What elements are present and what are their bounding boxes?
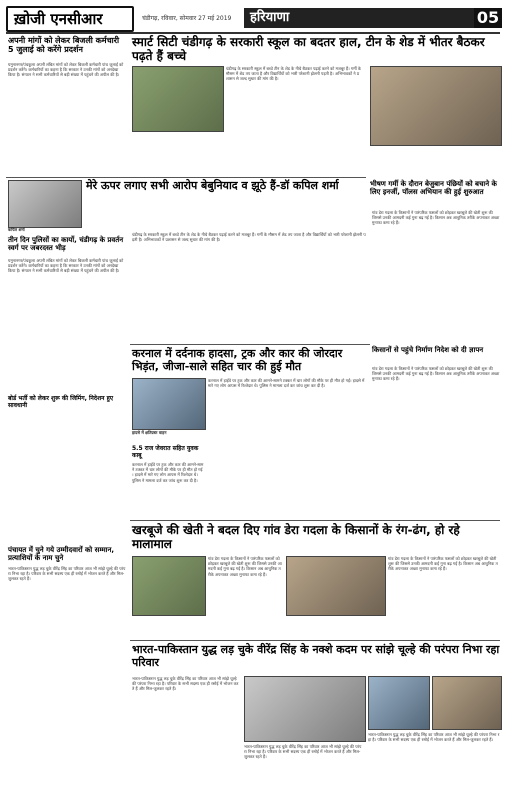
- photo-family: [244, 676, 366, 742]
- page-number: 05: [474, 8, 502, 28]
- article-jewelry-text: करनाल में हाईवे पर ट्रक और कार की आमने-सामने टक्कर में चार लोगों की मौके पर ही मौत हो गई। हादसे में मारे गए लोग आपस में रिश्तेदार थे। पुलिस ने मामला दर्ज कर जांच शुरू कर दी है।: [132, 462, 204, 483]
- photo-kitchen: [432, 676, 502, 730]
- headline-kapil-sharma: मेरे ऊपर लगाए सभी आरोप बेबुनियाद व झूठे हैं-डॉ कपिल शर्मा: [86, 179, 339, 192]
- headline-karnal-accident: करनाल में दर्दनाक हादसा, ट्रक और कार की जोरदार भिड़ंत, जीजा-साले सहित चार की हुई मौत: [132, 347, 343, 373]
- article-accident-text: करनाल में हाईवे पर ट्रक और कार की आमने-सामने टक्कर में चार लोगों की मौके पर ही मौत हो गई। हादसे में मारे गए लोग आपस में रिश्तेदार थे। पुलिस ने मामला दर्ज कर जांच शुरू कर दी है।: [208, 378, 365, 389]
- divider: [6, 177, 366, 178]
- article-kapil-text: चंडीगढ़ के सरकारी स्कूल में बच्चे टीन के शेड के नीचे बैठकर पढ़ाई करने को मजबूर हैं। गर्मी के मौसम में शेड तप जाता है और विद्यार्थियों को भारी परेशानी झेलनी पड़ती है। अभिभावकों ने प्रशासन से जल्द सुधार की मांग की है।: [132, 232, 366, 243]
- article-police-text: यमुनानगर/पंचकूला अपनी लंबित मांगों को लेकर बिजली कर्मचारी पांच जुलाई को प्रदर्शन करेंगे। कर्मचारियों का कहना है कि सरकार ने उनकी मांगों को अनदेखा किया है। संगठन ने सभी कर्मचारियों से बड़ी संख्या में पहुंचने की अपील की है।: [8, 258, 124, 274]
- headline-electricity-protest: अपनी मांगों को लेकर बिजली कर्मचारी 5 जुलाई को करेंगे प्रदर्शन: [8, 36, 120, 55]
- photo-school-shed: [370, 66, 502, 146]
- headline-school-shed: स्मार्ट सिटी चंडीगढ़ के सरकारी स्कूल का बदतर हाल, टीन के शेड में भीतर बैठकर पढ़ते हैं बच्चे: [132, 35, 485, 63]
- photo-veteran: [368, 676, 430, 730]
- divider: [130, 640, 500, 641]
- article-melon-text-2: गांव डेरा गदला के किसानों ने पारंपरिक फसलों को छोड़कर खरबूजे की खेती शुरू की जिससे उनकी आमदनी कई गुना बढ़ गई है। किसान अब आधुनिक तरीके अपनाकर अच्छा मुनाफा कमा रहे हैं।: [388, 556, 498, 572]
- article-melon-text: गांव डेरा गदला के किसानों ने पारंपरिक फसलों को छोड़कर खरबूजे की खेती शुरू की जिससे उनकी आमदनी कई गुना बढ़ गई है। किसान अब आधुनिक तरीके अपनाकर अच्छा मुनाफा कमा रहे हैं।: [208, 556, 282, 577]
- headline-panchayat: पंचायत में चुने गये उम्मीदवारों को सम्मान, प्रत्याशियों के नाम चुने: [8, 546, 115, 563]
- article-farmers-memo-text: गांव डेरा गदला के किसानों ने पारंपरिक फसलों को छोड़कर खरबूजे की खेती शुरू की जिससे उनकी आमदनी कई गुना बढ़ गई है। किसान अब आधुनिक तरीके अपनाकर अच्छा मुनाफा कमा रहे हैं।: [372, 366, 500, 382]
- article-birds-text: गांव डेरा गदला के किसानों ने पारंपरिक फसलों को छोड़कर खरबूजे की खेती शुरू की जिससे उनकी आमदनी कई गुना बढ़ गई है। किसान अब आधुनिक तरीके अपनाकर अच्छा मुनाफा कमा रहे हैं।: [372, 210, 500, 226]
- article-family-text: भारत-पाकिस्तान युद्ध लड़ चुके वीरेंद्र सिंह का परिवार आज भी सांझे चूल्हे की परंपरा निभा रहा है। परिवार के सभी सदस्य एक ही रसोई में भोजन करते हैं और मिल-जुलकर रहते हैं।: [132, 676, 239, 692]
- article-school-text: चंडीगढ़ के सरकारी स्कूल में बच्चे टीन के शेड के नीचे बैठकर पढ़ाई करने को मजबूर हैं। गर्मी के मौसम में शेड तप जाता है और विद्यार्थियों को भारी परेशानी झेलनी पड़ती है। अभिभावकों ने प्रशासन से जल्द सुधार की मांग की है।: [226, 66, 361, 82]
- article-electricity-text: यमुनानगर/पंचकूला अपनी लंबित मांगों को लेकर बिजली कर्मचारी पांच जुलाई को प्रदर्शन करेंगे। कर्मचारियों का कहना है कि सरकार ने उनकी मांगों को अनदेखा किया है। संगठन ने सभी कर्मचारियों से बड़ी संख्या में पहुंचने की अपील की है।: [8, 62, 124, 78]
- headline-board-recruit: बोर्ड भर्ती को लेकर शुरू की जिमिंग, निदेशन हुए सावधानी: [8, 395, 114, 409]
- caption-accident: हादसे में क्षतिग्रस्त वाहन: [132, 430, 167, 435]
- headline-police-crowd: तीन दिन पुलिसों का कार्यो, चंडीगढ़ के प्रवर्तन स्वर्ग पर जबरदस्त भीड़: [8, 236, 124, 253]
- masthead: [6, 4, 500, 34]
- newspaper-logo: ख़ोजी एनसीआर: [6, 6, 134, 32]
- photo-school: [132, 66, 224, 132]
- article-family-text-3: भारत-पाकिस्तान युद्ध लड़ चुके वीरेंद्र सिंह का परिवार आज भी सांझे चूल्हे की परंपरा निभा रहा है। परिवार के सभी सदस्य एक ही रसोई में भोजन करते हैं और मिल-जुलकर रहते हैं।: [368, 732, 500, 743]
- photo-kapil-sharma: [8, 180, 82, 228]
- caption-kapil: कपिल शर्मा: [8, 227, 25, 232]
- headline-jewelry: 5.5 राज जेवरात सहित युवक काबू: [132, 445, 199, 459]
- divider: [130, 344, 370, 345]
- divider: [130, 520, 500, 521]
- headline-birds-campaign: भीषण गर्मी के दौरान बेजुबान पंछियों को बचाने के लिए इनर्जी, पॉलस अभियान की हुई शुरुआत: [370, 180, 497, 197]
- headline-melon-farming: खरबूजे की खेती ने बदल दिए गांव डेरा गदला के किसानों के रंग-ढंग, हो रहे मालामाल: [132, 523, 460, 551]
- dateline: चंडीगढ़, रविवार, सोमवार 27 मई 2019: [142, 15, 232, 22]
- photo-accident: [132, 378, 206, 430]
- headline-family-tradition: भारत-पाकिस्तान युद्ध लड़ चुके वीरेंद्र सिंह के नक्शे कदम पर सांझे चूल्हे की परंपरा निभा रहा परिवार: [132, 643, 500, 669]
- photo-melon-field: [132, 556, 206, 616]
- article-family-text-2: भारत-पाकिस्तान युद्ध लड़ चुके वीरेंद्र सिंह का परिवार आज भी सांझे चूल्हे की परंपरा निभा रहा है। परिवार के सभी सदस्य एक ही रसोई में भोजन करते हैं और मिल-जुलकर रहते हैं।: [244, 744, 362, 760]
- section-title: हरियाणा: [244, 8, 490, 28]
- article-panchayat-text: भारत-पाकिस्तान युद्ध लड़ चुके वीरेंद्र सिंह का परिवार आज भी सांझे चूल्हे की परंपरा निभा रहा है। परिवार के सभी सदस्य एक ही रसोई में भोजन करते हैं और मिल-जुलकर रहते हैं।: [8, 566, 126, 582]
- headline-farmers-memo: किसानों से पहुंचे निर्माण निदेश को दी ज्ञापन: [372, 346, 484, 354]
- photo-farmers: [286, 556, 386, 616]
